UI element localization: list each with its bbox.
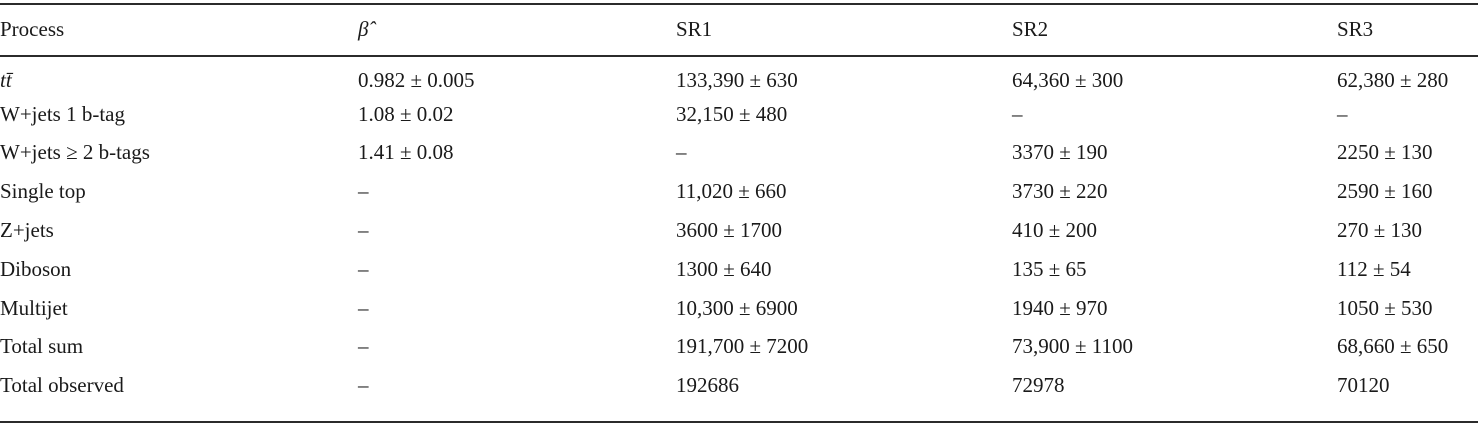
cell-process: Diboson xyxy=(0,256,72,281)
cell-sr3: 62,380 ± 280 xyxy=(1337,67,1449,92)
cell-beta: 1.08 ± 0.02 xyxy=(358,101,454,126)
table-row xyxy=(0,56,1478,95)
cell-beta: 1.41 ± 0.08 xyxy=(358,140,454,165)
header-row xyxy=(0,0,1478,56)
cell-sr1: 3600 ± 1700 xyxy=(676,218,783,243)
cell-beta: 0.982 ± 0.005 xyxy=(358,67,475,92)
cell-process: W+jets 1 b-tag xyxy=(0,101,125,126)
cell-sr1: 192686 xyxy=(676,373,739,398)
cell-process: Single top xyxy=(0,179,86,204)
cell-beta: – xyxy=(358,256,369,281)
header-sr1: SR1 xyxy=(676,17,713,41)
table-row xyxy=(0,95,1478,134)
cell-sr1: 32,150 ± 480 xyxy=(676,101,788,126)
table-row xyxy=(0,134,1478,173)
cell-sr2: 3730 ± 220 xyxy=(1012,179,1108,204)
cell-sr1: 11,020 ± 660 xyxy=(676,179,787,204)
cell-process: Total observed xyxy=(0,373,124,398)
cell-sr3: 70120 xyxy=(1337,373,1390,398)
cell-process: tt̄ xyxy=(0,67,12,92)
cell-process: Z+jets xyxy=(0,218,54,243)
cell-process: Total sum xyxy=(0,334,84,359)
cell-sr2: – xyxy=(1012,101,1023,126)
cell-beta: – xyxy=(358,179,369,204)
cell-sr2: 72978 xyxy=(1012,373,1065,398)
cell-sr3: 2250 ± 130 xyxy=(1337,140,1433,165)
cell-sr1: 133,390 ± 630 xyxy=(676,67,798,92)
header-sr3: SR3 xyxy=(1337,17,1374,41)
cell-sr1: – xyxy=(676,140,687,165)
header-beta-hat: β̂ xyxy=(358,17,369,41)
cell-sr3: 270 ± 130 xyxy=(1337,218,1423,243)
cell-sr2: 3370 ± 190 xyxy=(1012,140,1108,165)
cell-sr3: 112 ± 54 xyxy=(1337,256,1411,281)
cell-beta: – xyxy=(358,218,369,243)
cell-sr1: 1300 ± 640 xyxy=(676,256,772,281)
cell-sr1: 10,300 ± 6900 xyxy=(676,295,798,320)
cell-sr3: 1050 ± 530 xyxy=(1337,295,1433,320)
table-row xyxy=(0,289,1478,328)
cell-sr1: 191,700 ± 7200 xyxy=(676,334,809,359)
table-row xyxy=(0,211,1478,250)
cell-sr2: 410 ± 200 xyxy=(1012,218,1098,243)
cell-sr3: – xyxy=(1337,101,1348,126)
table-bottom-rule xyxy=(0,421,1478,423)
cell-sr3: 2590 ± 160 xyxy=(1337,179,1433,204)
cell-sr2: 64,360 ± 300 xyxy=(1012,67,1124,92)
cell-process: W+jets ≥ 2 b-tags xyxy=(0,140,150,165)
table-header xyxy=(0,0,1478,56)
table-row xyxy=(0,250,1478,289)
cell-sr2: 135 ± 65 xyxy=(1012,256,1087,281)
table-row xyxy=(0,366,1478,405)
header-process: Process xyxy=(0,17,65,41)
cell-beta: – xyxy=(358,373,369,398)
table-row xyxy=(0,172,1478,211)
cell-sr3: 68,660 ± 650 xyxy=(1337,334,1449,359)
cell-beta: – xyxy=(358,295,369,320)
table-row xyxy=(0,328,1478,367)
cell-process: Multijet xyxy=(0,295,68,320)
header-sr2: SR2 xyxy=(1012,17,1049,41)
cell-beta: – xyxy=(358,334,369,359)
cell-sr2: 1940 ± 970 xyxy=(1012,295,1108,320)
cell-sr2: 73,900 ± 1100 xyxy=(1012,334,1133,359)
table-body xyxy=(0,56,1478,405)
